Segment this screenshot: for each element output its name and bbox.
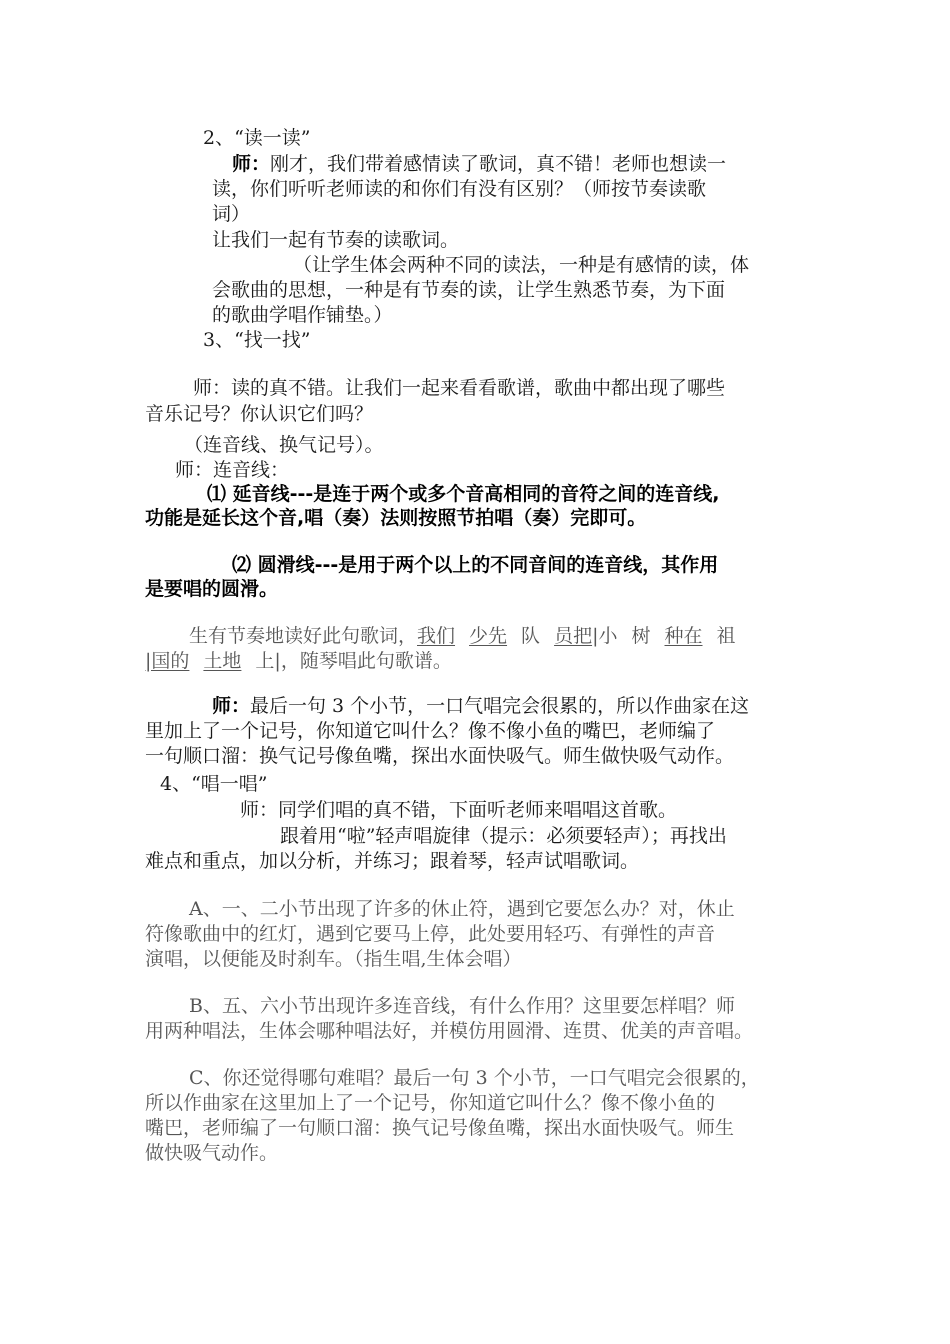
- point-c-line4: 做快吸气动作。: [145, 1142, 279, 1164]
- lyrics-line1: [189, 624, 736, 648]
- tie-definition-2-line1: ⑵ 圆滑线---是用于两个以上的不同音间的连音线，其作用: [232, 554, 719, 576]
- point-b-line1: B、五、六小节出现许多连音线，有什么作用？这里要怎样唱？师: [189, 995, 735, 1017]
- lyric-word: 少先: [469, 625, 508, 647]
- sing-line: 师：同学们唱的真不错，下面听老师来唱唱这首歌。: [240, 799, 678, 821]
- follow-line2: 难点和重点，加以分析，并练习；跟着琴，轻声试唱歌词。: [145, 850, 640, 872]
- point-c-line1: C、你还觉得哪句难唱？最后一句 3 个小节，一口气唱完会很累的，: [189, 1067, 760, 1089]
- point-a-line1: A、一、二小节出现了许多的休止符，遇到它要怎么办？对，休止: [189, 898, 735, 920]
- speaker-label: 师：: [232, 153, 271, 175]
- tie-definition-1-line2: 功能是延长这个音,唱（奏）法则按照节拍唱（奏）完即可。: [145, 507, 647, 529]
- lyric-word: 我们: [417, 625, 456, 647]
- heading-read: 2、“读一读”: [203, 127, 311, 149]
- paragraph-find-line1: 师：读的真不错。让我们一起来看看歌谱，歌曲中都出现了哪些: [193, 377, 726, 399]
- paragraph-read-line2: 读，你们听听老师读的和你们有没有区别？（师按节奏读歌: [212, 178, 707, 200]
- note-line2: 会歌曲的思想，一种是有节奏的读，让学生熟悉节奏，为下面: [212, 279, 726, 301]
- lyrics-prefix: 生有节奏地读好此句歌词，: [189, 625, 418, 647]
- lyric-word: |国的: [145, 650, 190, 672]
- speaker-label: 师：: [212, 695, 251, 717]
- lyric-word: 祖: [716, 625, 736, 647]
- lyric-word: 种在: [664, 625, 703, 647]
- paragraph-read-line3: 词）: [212, 203, 251, 225]
- point-c-line3: 嘴巴，老师编了一句顺口溜：换气记号像鱼嘴，探出水面快吸气。师生: [145, 1117, 735, 1139]
- answer-line: （连音线、换气记号）。: [184, 434, 384, 456]
- note-line1: （让学生体会两种不同的读法，一种是有感情的读，体: [293, 254, 750, 276]
- heading-sing: 4、“唱一唱”: [160, 773, 268, 795]
- breath-line3: 一句顺口溜：换气记号像鱼嘴，探出水面快吸气。师生做快吸气动作。: [145, 745, 735, 767]
- lyrics-suffix: 上|，随琴唱此句歌谱。: [255, 650, 452, 672]
- text: 刚才，我们带着感情读了歌词，真不错！老师也想读一: [270, 153, 727, 175]
- text: 最后一句 3 个小节，一口气唱完会很累的，所以作曲家在这: [250, 695, 750, 717]
- lyric-word: 队: [521, 625, 541, 647]
- lyric-word: 土地: [203, 650, 242, 672]
- lyrics-line2: [145, 649, 452, 673]
- tie-definition-1-line1: ⑴ 延音线---是连于两个或多个音高相同的音符之间的连音线,: [207, 483, 720, 505]
- heading-find: 3、“找一找”: [203, 329, 311, 351]
- paragraph-read-line1: [232, 152, 726, 176]
- paragraph-find-line2: 音乐记号？你认识它们吗？: [145, 403, 374, 425]
- paragraph-read-line4: 让我们一起有节奏的读歌词。: [212, 229, 460, 251]
- lyric-word: 员把: [554, 625, 593, 647]
- point-c-line2: 所以作曲家在这里加上了一个记号，你知道它叫什么？像不像小鱼的: [145, 1092, 716, 1114]
- lyric-word: |小: [592, 625, 618, 647]
- note-line3: 的歌曲学唱作铺垫。）: [212, 304, 393, 326]
- point-b-line2: 用两种唱法，生体会哪种唱法好，并模仿用圆滑、连贯、优美的声音唱。: [145, 1020, 754, 1042]
- lyric-word: 树: [631, 625, 651, 647]
- point-a-line2: 符像歌曲中的红灯，遇到它要马上停，此处要用轻巧、有弹性的声音: [145, 923, 716, 945]
- point-a-line3: 演唱，以便能及时刹车。（指生唱,生体会唱）: [145, 948, 522, 970]
- breath-line1: [212, 694, 749, 718]
- tie-intro-line: 师：连音线：: [175, 459, 290, 481]
- tie-definition-2-line2: 是要唱的圆滑。: [145, 578, 279, 600]
- follow-line1: 跟着用“啦”轻声唱旋律（提示：必须要轻声）；再找出: [280, 825, 727, 847]
- breath-line2: 里加上了一个记号，你知道它叫什么？像不像小鱼的嘴巴，老师编了: [145, 720, 716, 742]
